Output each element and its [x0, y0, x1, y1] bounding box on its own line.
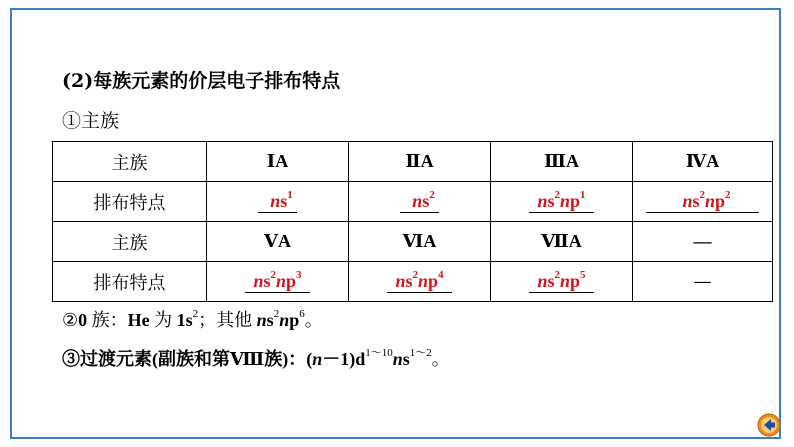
answer-blank: $ns^2np^4$: [387, 270, 451, 293]
note-noble-gas: ②0 族：He 为 $1s^2$；其他 $ns^2np^6$。: [62, 308, 323, 330]
back-arrow-icon[interactable]: [757, 413, 781, 437]
answer-blank: $ns^1$: [258, 190, 297, 213]
group-cell: ⅥA: [349, 222, 491, 262]
group-cell: ⅡA: [349, 142, 491, 182]
main-group-table: [52, 141, 773, 302]
answer-blank: $ns^2$: [400, 190, 439, 213]
config-cell: [633, 182, 773, 222]
table-row: [53, 222, 773, 262]
note-transition: ③过渡元素(副族和第Ⅷ族)：$(n-1)d^{1\sim 10}ns^{1\sim 2}$。: [62, 347, 450, 369]
group-cell: ⅢA: [491, 142, 633, 182]
config-cell: [491, 182, 633, 222]
answer-blank: $ns^2np^3$: [245, 270, 309, 293]
row-label-group: 主族: [53, 222, 207, 262]
table-row: [53, 182, 773, 222]
answer-blank: $ns^2np^1$: [529, 190, 593, 213]
group-cell: ⅦA: [491, 222, 633, 262]
table-row: [53, 262, 773, 302]
config-cell: [491, 262, 633, 302]
config-cell: —: [633, 262, 773, 302]
group-cell: ⅣA: [633, 142, 773, 182]
group-cell: ⅠA: [207, 142, 349, 182]
config-cell: [207, 262, 349, 302]
answer-blank: $ns^2np^5$: [529, 270, 593, 293]
config-cell: [349, 262, 491, 302]
config-cell: [349, 182, 491, 222]
config-cell: [207, 182, 349, 222]
row-label-group: 主族: [53, 142, 207, 182]
answer-blank: $ns^2np^2$: [646, 190, 758, 213]
row-label-config: 排布特点: [53, 182, 207, 222]
section-heading: (2)每族元素的价层电子排布特点: [62, 70, 341, 92]
table-row: [53, 142, 773, 182]
group-cell: ⅤA: [207, 222, 349, 262]
row-label-config: 排布特点: [53, 262, 207, 302]
group-cell: —: [633, 222, 773, 262]
subsection-heading: ①主族: [62, 110, 120, 132]
